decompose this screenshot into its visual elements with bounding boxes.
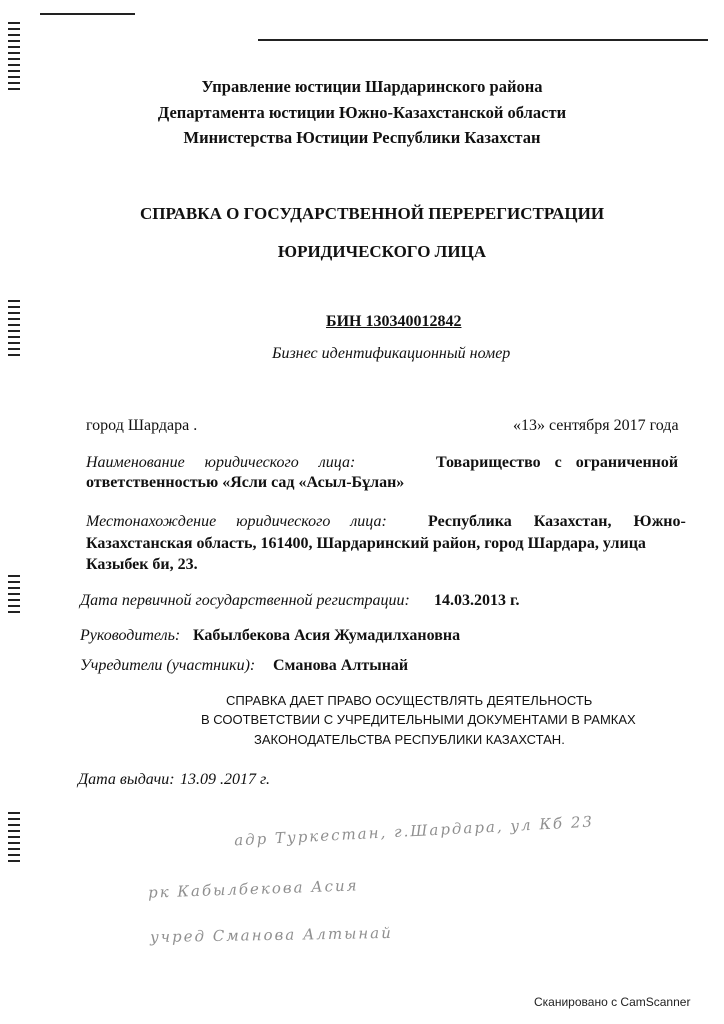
location-value-line-2: Казахстанская область, 161400, Шардаринский район, город Шардара, улица	[86, 535, 646, 552]
city: город Шардара .	[86, 417, 198, 434]
founders-value: Сманова Алтынай	[273, 657, 409, 674]
first-registration-label: Дата первичной государственной регистрации:	[80, 592, 410, 609]
header-line-3: Министерства Юстиции Республики Казахстан	[183, 128, 541, 147]
location-label: Местонахождение юридического лица:	[86, 513, 387, 530]
binder-marks-bottom	[8, 812, 20, 866]
bin-caption: Бизнес идентификационный номер	[272, 345, 511, 362]
issue-date-label: Дата выдачи:	[78, 771, 175, 788]
header-line-1: Управление юстиции Шардаринского района	[201, 77, 543, 96]
scanner-watermark: Сканировано с CamScanner	[534, 995, 691, 1009]
header-line-2: Департамента юстиции Южно-Казахстанской области	[157, 103, 567, 122]
founders-label: Учредители (участники):	[80, 657, 256, 674]
handwritten-note-head: рк Кабылбекова Асия	[147, 876, 359, 902]
notice-line-3: ЗАКОНОДАТЕЛЬСТВА РЕСПУБЛИКИ КАЗАХСТАН.	[254, 732, 565, 747]
issue-date-header: «13» сентября 2017 года	[513, 417, 679, 434]
notice-line-2: В СООТВЕТСТВИИ С УЧРЕДИТЕЛЬНЫМИ ДОКУМЕНТАМИ В РАМКАХ	[201, 712, 636, 727]
document-title-line-1: СПРАВКА О ГОСУДАРСТВЕННОЙ ПЕРЕРЕГИСТРАЦИИ	[139, 204, 605, 223]
binder-marks-middle	[8, 300, 20, 360]
name-value-line-1: Товарищество с ограниченной	[436, 454, 679, 471]
name-value-line-2: ответственностью «Ясли сад «Асыл-Бұлан»	[86, 474, 405, 491]
scan-edge-line-right	[258, 39, 708, 41]
handwritten-note-founder: учред Сманова Алтынай	[149, 923, 393, 947]
head-value: Кабылбекова Асия Жумадилхановна	[193, 627, 461, 644]
bin-number: БИН 130340012842	[326, 313, 462, 330]
binder-marks-lower	[8, 575, 20, 617]
first-registration-value: 14.03.2013 г.	[434, 592, 520, 609]
location-value-line-1: Республика Казахстан, Южно-	[428, 513, 686, 530]
handwritten-note-address: адр Туркестан, г.Шардара, ул Кб 23	[233, 812, 595, 850]
notice-line-1: СПРАВКА ДАЕТ ПРАВО ОСУЩЕСТВЛЯТЬ ДЕЯТЕЛЬНОСТЬ	[226, 693, 593, 708]
location-value-line-3: Казыбек би, 23.	[86, 556, 198, 573]
scan-edge-line-left	[40, 13, 135, 15]
document-title-line-2: ЮРИДИЧЕСКОГО ЛИЦА	[277, 242, 487, 261]
name-label: Наименование юридического лица:	[86, 454, 356, 471]
head-label: Руководитель:	[80, 627, 181, 644]
issue-date-value: 13.09 .2017 г.	[180, 771, 271, 788]
